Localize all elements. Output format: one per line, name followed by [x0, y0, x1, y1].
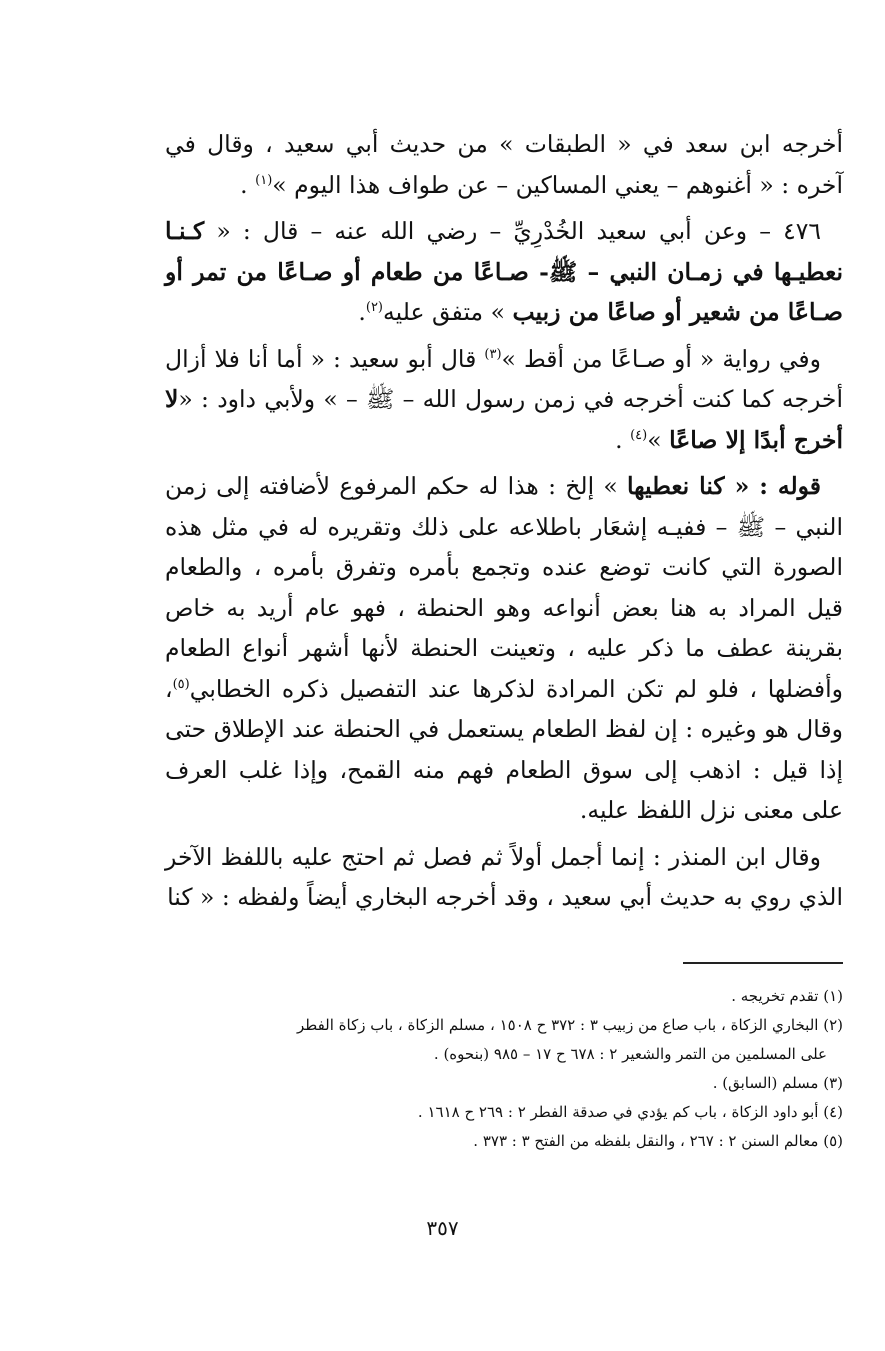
paragraph-ibn-almundhir	[165, 837, 843, 918]
commentary-quote: كنا نعطيها	[626, 472, 725, 500]
riwaya-close: .	[615, 425, 631, 454]
hadith-476-close: .	[358, 298, 366, 326]
footnotes	[165, 982, 843, 1156]
footnote-ref-2[interactable]: (٢)	[365, 300, 383, 316]
main-text	[165, 124, 843, 918]
paragraph-1	[165, 124, 843, 205]
hadith-476-matn: كـنـا نعطيـها في زمـان النبي – ﷺ- صـاعًا من طعام أو صـاعًا من تمر أو صـاعًا من شعير أو صاعًا من زبيب	[165, 217, 843, 326]
riwaya-start: وفي رواية « أو صـاعًا من أقط »	[501, 344, 822, 373]
paragraph-1-text: أخرجه ابن سعد في « الطبقات » من حديث أبي سعيد ، وقال في آخره : « أغنوهم – يعني المساكين – عن طواف هذا اليوم »	[165, 130, 843, 199]
riwaya-mid: قال أبو سعيد : « أما أنا فلا أزال أخرجه كما كنت أخرجه في زمن رسول الله – ﷺ – » ولأبي داود : «	[165, 344, 843, 413]
ibn-almundhir-text: وقال ابن المنذر : إنما أجمل أولاً ثم فصل ثم احتج عليه باللفظ الآخر الذي روي به حديث أبي سعيد ، وقد أخرجه البخاري أيضاً ولفظه : « كنا	[165, 842, 843, 911]
paragraph-riwaya	[165, 339, 843, 461]
commentary-text: » إلخ : هذا له حكم المرفوع لأضافته إلى زمن النبي – ﷺ – ففيـه إشعَار باطلاعه على ذلك وتقريره له في مثل هذه الصورة التي كانت توضع عنده وتجمع بأمره وتفرق بأمره ، والطعام قيل المراد به هنا بعض أنواعه وهو الحنطة ، فهو عام أريد به خاص بقرينة عطف ما ذكر عليه ، وتعينت الحنطة لأنها أشهر أنواع الطعام وأفضلها ، فلو لم تكن المرادة لذكرها عند التفصيل ذكره الخطابي	[165, 472, 843, 703]
riwaya-end: »	[647, 425, 670, 454]
hadith-476-intro: ٤٧٦ – وعن أبي سعيد الخُدْرِيِّ – رضي الله عنه – قال : «	[204, 217, 821, 245]
hadith-476-source: » متفق عليه	[383, 298, 513, 326]
footnote-2: (٢) البخاري الزكاة ، باب صاع من زبيب ٣ : ٣٧٢ ح ١٥٠٨ ، مسلم الزكاة ، باب زكاة الفطر	[297, 1016, 843, 1034]
footnote-3: (٣) مسلم (السابق) .	[712, 1074, 843, 1092]
footnote-divider	[683, 962, 843, 964]
footnote-2-continued: على المسلمين من التمر والشعير ٢ : ٦٧٨ ح ١٧ – ٩٨٥ (بنحوه) .	[433, 1045, 827, 1063]
paragraph-commentary	[165, 466, 843, 831]
footnote-ref-1[interactable]: (١)	[255, 172, 273, 188]
footnote-ref-3[interactable]: (٣)	[484, 346, 502, 362]
footnote-ref-5[interactable]: (٥)	[172, 676, 190, 692]
commentary-end: ، وقال هو وغيره : إن لفظ الطعام يستعمل في الحنطة عند الإطلاق حتى إذا قيل : اذهب إلى سوق الطعام فهم منه القمح، وإذا غلب العرف على معنى نزل اللفظ عليه.	[165, 674, 843, 824]
footnote-1: (١) تقدم تخريجه .	[731, 987, 843, 1005]
footnote-ref-4[interactable]: (٤)	[630, 427, 648, 443]
footnote-5: (٥) معالم السنن ٢ : ٢٦٧ ، والنقل بلفظه من الفتح ٣ : ٣٧٣ .	[473, 1132, 843, 1150]
paragraph-1-end: .	[240, 170, 256, 199]
hadith-476	[165, 211, 843, 333]
page-content	[165, 124, 843, 1150]
footnote-4: (٤) أبو داود الزكاة ، باب كم يؤدي في صدقة الفطر ٢ : ٢٦٩ ح ١٦١٨ .	[417, 1103, 843, 1121]
page-number: ٣٥٧	[426, 1216, 459, 1240]
riwaya-bold: لا أخرج أبدًا إلا صاعًا	[165, 385, 843, 454]
commentary-lead: قوله : «	[724, 472, 821, 500]
